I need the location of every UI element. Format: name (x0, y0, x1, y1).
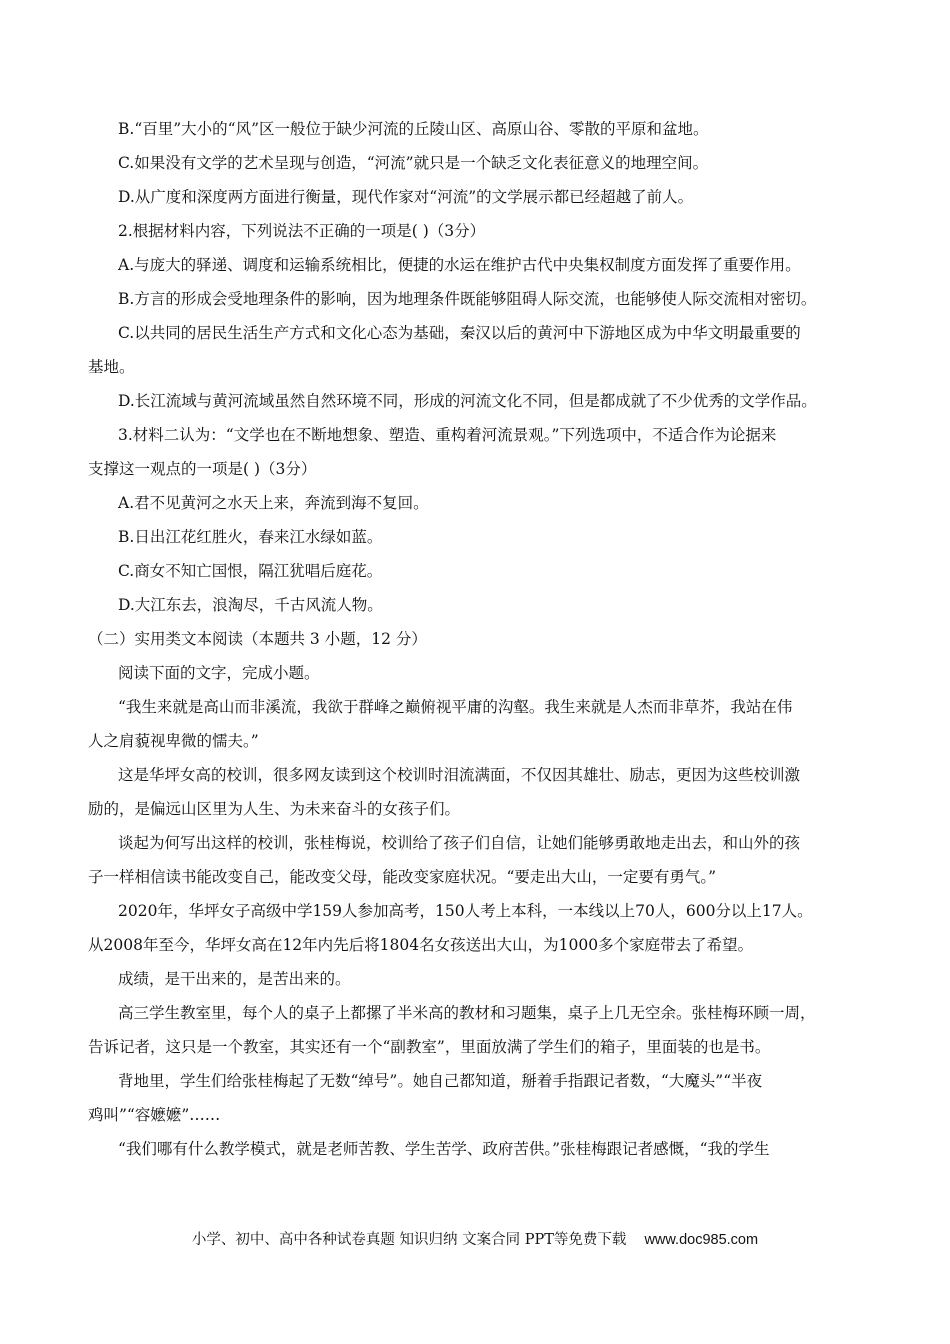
text-line: D.长江流域与黄河流域虽然自然环境不同，形成的河流文化不同，但是都成就了不少优秀的文学作品。 (118, 392, 817, 410)
text-line: 3.材料二认为：“文学也在不断地想象、塑造、重构着河流景观。”下列选项中，不适合作为论据来 (118, 426, 777, 444)
text-line: D.从广度和深度两方面进行衡量，现代作家对“河流”的文学展示都已经超越了前人。 (118, 188, 694, 206)
footer-text: 小学、初中、高中各种试卷真题 知识归纳 文案合同 PPT等免费下载 (191, 1232, 627, 1248)
text-line: 阅读下面的文字，完成小题。 (118, 664, 320, 682)
text-line: 2020年，华坪女子高级中学159人参加高考，150人考上本科，一本线以上70人，600分以上17人。 (118, 902, 813, 920)
text-line: C.如果没有文学的艺术呈现与创造，“河流”就只是一个缺乏文化表征意义的地理空间。 (118, 154, 709, 172)
text-line: 背地里，学生们给张桂梅起了无数“绰号”。她自己都知道，掰着手指跟记者数，“大魔头”“半夜 (118, 1072, 763, 1090)
footer-url[interactable]: www.doc985.com (644, 1232, 759, 1248)
text-line: 成绩，是干出来的，是苦出来的。 (118, 970, 351, 988)
text-line: 高三学生教室里，每个人的桌子上都摞了半米高的教材和习题集，桌子上几无空余。张桂梅环顾一周， (118, 1004, 816, 1022)
document-body (88, 112, 864, 1166)
page-footer (0, 1228, 950, 1249)
text-line: D.大江东去，浪淘尽，千古风流人物。 (118, 596, 383, 614)
text-line: B.“百里”大小的“风”区一般位于缺少河流的丘陵山区、高原山谷、零散的平原和盆地。 (118, 120, 709, 138)
text-line: “我们哪有什么教学模式，就是老师苦教、学生苦学、政府苦供。”张桂梅跟记者感慨，“我的学生 (118, 1140, 770, 1158)
text-line: B.方言的形成会受地理条件的影响，因为地理条件既能够阻碍人际交流，也能够使人际交流相对密切。 (118, 290, 817, 308)
text-line: 人之肩藐视卑微的懦夫。” (88, 732, 259, 750)
text-line: 这是华坪女高的校训，很多网友读到这个校训时泪流满面，不仅因其雄壮、励志，更因为这些校训激 (118, 766, 801, 784)
text-line: 子一样相信读书能改变自己，能改变父母，能改变家庭状况。“要走出大山，一定要有勇气。” (88, 868, 717, 886)
text-line: 告诉记者，这只是一个教室，其实还有一个“副教室”，里面放满了学生们的箱子，里面装的也是书。 (88, 1038, 771, 1056)
text-line: C.商女不知亡国恨，隔江犹唱后庭花。 (118, 562, 383, 580)
text-line: 从2008年至今，华坪女高在12年内先后将1804名女孩送出大山，为1000多个家庭带去了希望。 (88, 936, 754, 954)
text-line: A.君不见黄河之水天上来，奔流到海不复回。 (118, 494, 429, 512)
text-line: 鸡叫”“容嬷嬷”…… (88, 1106, 221, 1124)
text-line: 基地。 (88, 358, 135, 376)
text-line: 谈起为何写出这样的校训，张桂梅说，校训给了孩子们自信，让她们能够勇敢地走出去，和山外的孩 (118, 834, 801, 852)
text-line: 2.根据材料内容，下列说法不正确的一项是( )（3分） (118, 222, 486, 240)
text-line: “我生来就是高山而非溪流，我欲于群峰之巅俯视平庸的沟壑。我生来就是人杰而非草芥，我站在伟 (118, 698, 793, 716)
text-line: （二）实用类文本阅读（本题共 3 小题，12 分） (88, 630, 427, 648)
text-line: C.以共同的居民生活生产方式和文化心态为基础，秦汉以后的黄河中下游地区成为中华文明最重要的 (118, 324, 801, 342)
text-line: A.与庞大的驿递、调度和运输系统相比，便捷的水运在维护古代中央集权制度方面发挥了重要作用。 (118, 256, 801, 274)
text-line: 励的，是偏远山区里为人生、为未来奋斗的女孩子们。 (88, 800, 461, 818)
text-line: 支撑这一观点的一项是( )（3分） (88, 460, 317, 478)
text-line: B.日出江花红胜火，春来江水绿如蓝。 (118, 528, 383, 546)
